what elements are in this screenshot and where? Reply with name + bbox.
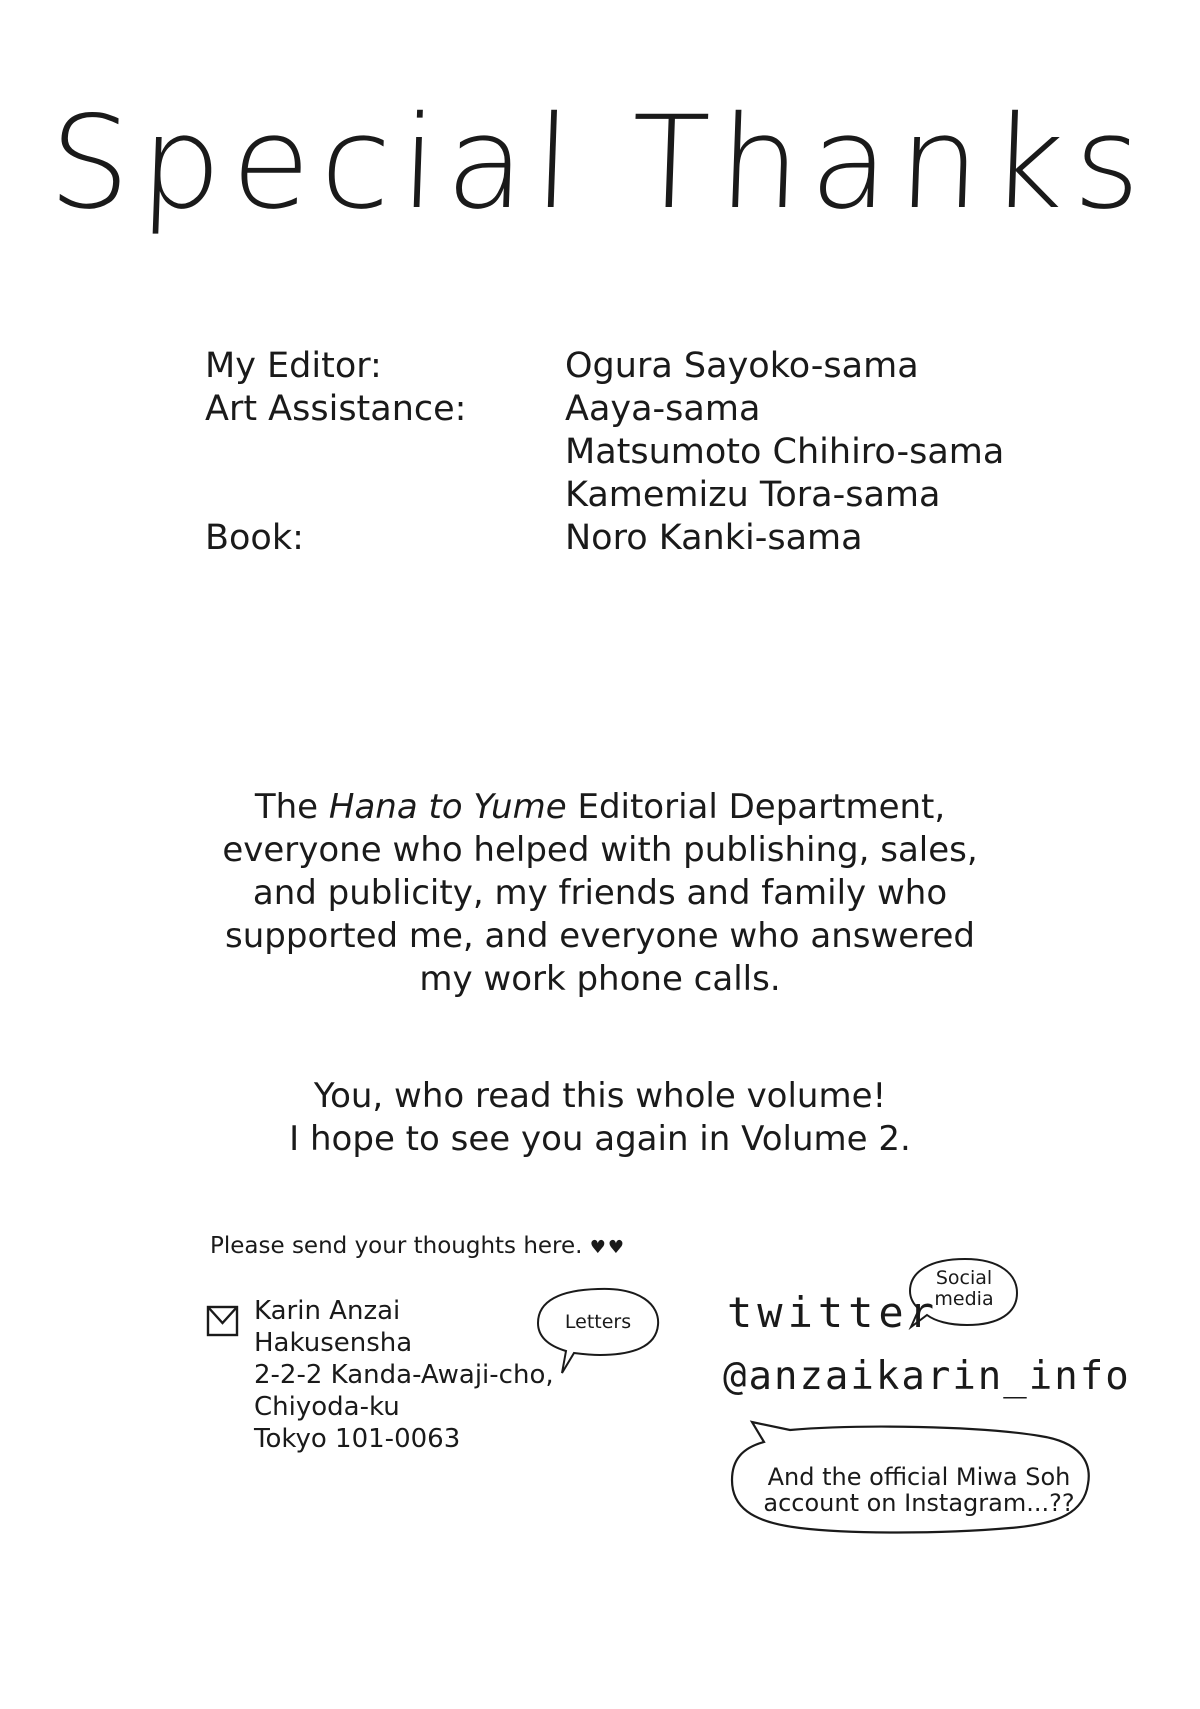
bubble-line: media xyxy=(934,1288,994,1310)
twitter-label: twitter xyxy=(727,1288,940,1337)
credit-row-book xyxy=(205,517,1004,560)
credit-row-art-assistance xyxy=(205,388,1004,517)
page-title: Special Thanks xyxy=(46,89,1154,238)
thanks-text: Editorial Department, xyxy=(566,787,946,827)
thanks-line: my work phone calls. xyxy=(419,959,781,999)
contact-prompt-text: Please send your thoughts here. xyxy=(210,1233,583,1259)
social-media-bubble-label xyxy=(905,1267,1023,1310)
credit-name: Matsumoto Chihiro-sama xyxy=(565,432,1005,472)
mailing-address xyxy=(254,1295,554,1455)
address-line: Chiyoda-ku xyxy=(254,1392,400,1422)
address-line: Hakusensha xyxy=(254,1328,413,1358)
credit-names xyxy=(565,345,919,388)
reader-message xyxy=(0,1075,1200,1161)
twitter-handle: @anzaikarin_info xyxy=(723,1354,1131,1399)
contact-prompt xyxy=(210,1233,626,1259)
instagram-line: And the official Miwa Soh xyxy=(767,1463,1071,1491)
credit-name: Noro Kanki-sama xyxy=(565,518,863,558)
heart-icon: ♥♥ xyxy=(589,1237,627,1258)
thanks-line: everyone who helped with publishing, sales, xyxy=(222,830,978,870)
envelope-icon xyxy=(206,1304,239,1337)
thanks-line: supported me, and everyone who answered xyxy=(225,916,975,956)
credit-role: Book: xyxy=(205,518,304,558)
credit-names xyxy=(565,517,863,560)
credit-role: Art Assistance: xyxy=(205,389,467,429)
address-line: 2-2-2 Kanda-Awaji-cho, xyxy=(254,1360,554,1390)
credit-name: Ogura Sayoko-sama xyxy=(565,346,919,386)
instagram-text xyxy=(760,1464,1078,1516)
credit-names xyxy=(565,388,1004,517)
credit-row-editor xyxy=(205,345,1004,388)
reader-line: You, who read this whole volume! xyxy=(313,1076,887,1116)
speech-bubble-shape xyxy=(532,1283,664,1383)
thanks-text: The xyxy=(254,787,329,827)
thanks-line xyxy=(0,786,1200,829)
thanks-paragraph xyxy=(0,786,1200,1001)
address-line: Tokyo 101-0063 xyxy=(254,1424,461,1454)
address-line: Karin Anzai xyxy=(254,1296,401,1326)
instagram-bubble xyxy=(720,1420,1100,1550)
credit-name: Aaya-sama xyxy=(565,389,761,429)
magazine-name: Hana to Yume xyxy=(328,787,567,827)
bubble-line: Social xyxy=(935,1267,993,1289)
letters-bubble xyxy=(532,1283,664,1383)
instagram-line: account on Instagram...?? xyxy=(763,1489,1075,1517)
reader-line: I hope to see you again in Volume 2. xyxy=(289,1119,911,1159)
credit-role: My Editor: xyxy=(205,346,382,386)
letters-bubble-label: Letters xyxy=(564,1311,632,1333)
thanks-line: and publicity, my friends and family who xyxy=(252,873,948,913)
credits-list xyxy=(205,345,1004,560)
credit-name: Kamemizu Tora-sama xyxy=(565,475,941,515)
